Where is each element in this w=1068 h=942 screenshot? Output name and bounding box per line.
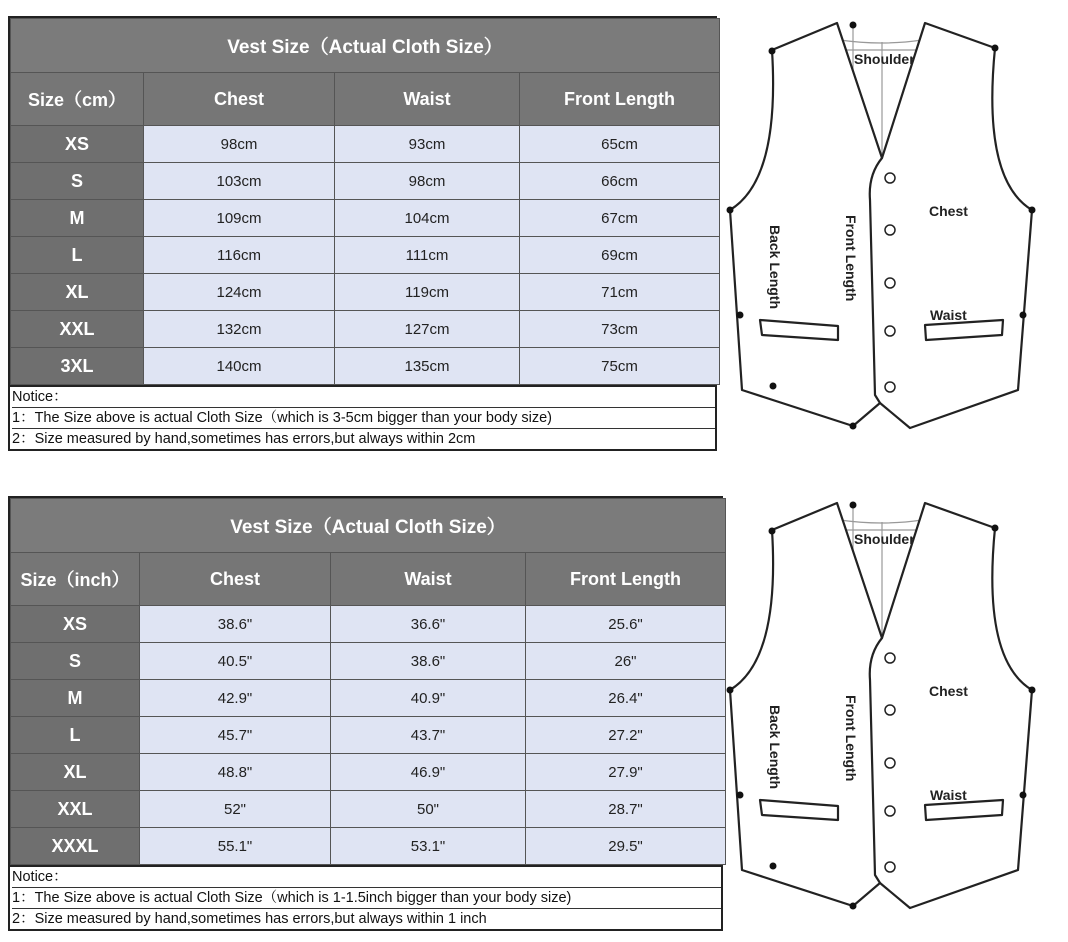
size-cell: M: [11, 200, 144, 237]
column-header: Front Length: [520, 73, 720, 126]
size-cell: XXL: [11, 791, 140, 828]
table-row: [11, 606, 726, 643]
size-cell: XL: [11, 274, 144, 311]
value-cell: 98cm: [144, 126, 335, 163]
value-cell: 36.6": [331, 606, 526, 643]
notice-line: 2：Size measured by hand,sometimes has errors,but always within 1 inch: [12, 908, 721, 929]
table-title: Vest Size（Actual Cloth Size）: [11, 499, 726, 553]
chest-label: Chest: [929, 683, 968, 699]
value-cell: 50": [331, 791, 526, 828]
notice-line: Notice：: [12, 389, 68, 405]
size-cell: XXXL: [11, 828, 140, 865]
back-length-label: Back Length: [767, 225, 783, 310]
table-row: [11, 717, 726, 754]
value-cell: 124cm: [144, 274, 335, 311]
vest-diagram-inch: [720, 490, 1060, 920]
column-header: Waist: [335, 73, 520, 126]
value-cell: 135cm: [335, 348, 520, 385]
value-cell: 116cm: [144, 237, 335, 274]
value-cell: 40.9": [331, 680, 526, 717]
value-cell: 53.1": [331, 828, 526, 865]
table-row: [11, 643, 726, 680]
notice: [10, 385, 715, 449]
value-cell: 52": [140, 791, 331, 828]
notice-line: Notice：: [12, 869, 68, 885]
value-cell: 38.6": [331, 643, 526, 680]
value-cell: 46.9": [331, 754, 526, 791]
size-table-cm: [8, 16, 717, 451]
table-row: [11, 348, 720, 385]
value-cell: 38.6": [140, 606, 331, 643]
value-cell: 69cm: [520, 237, 720, 274]
value-cell: 127cm: [335, 311, 520, 348]
table-row: [11, 754, 726, 791]
size-table-inch: [8, 496, 723, 931]
size-cell: 3XL: [11, 348, 144, 385]
table-row: [11, 828, 726, 865]
value-cell: 119cm: [335, 274, 520, 311]
size-cell: S: [11, 163, 144, 200]
value-cell: 109cm: [144, 200, 335, 237]
size-cell: XS: [11, 126, 144, 163]
shoulder-label: Shoulder: [854, 531, 915, 547]
value-cell: 25.6": [526, 606, 726, 643]
table-row: [11, 237, 720, 274]
value-cell: 132cm: [144, 311, 335, 348]
size-cell: L: [11, 717, 140, 754]
value-cell: 43.7": [331, 717, 526, 754]
table-row: [11, 126, 720, 163]
value-cell: 26": [526, 643, 726, 680]
column-header: Size（cm）: [11, 73, 144, 126]
value-cell: 27.9": [526, 754, 726, 791]
table-row: [11, 274, 720, 311]
column-header: Chest: [144, 73, 335, 126]
chest-label: Chest: [929, 203, 968, 219]
table-row: [11, 163, 720, 200]
value-cell: 98cm: [335, 163, 520, 200]
size-cell: XXL: [11, 311, 144, 348]
notice-line: 1：The Size above is actual Cloth Size（which is 3-5cm bigger than your body size): [12, 407, 715, 428]
notice-line: 2：Size measured by hand,sometimes has errors,but always within 2cm: [12, 428, 715, 449]
size-cell: S: [11, 643, 140, 680]
value-cell: 73cm: [520, 311, 720, 348]
value-cell: 65cm: [520, 126, 720, 163]
value-cell: 75cm: [520, 348, 720, 385]
value-cell: 71cm: [520, 274, 720, 311]
value-cell: 29.5": [526, 828, 726, 865]
vest-diagram-cm: [720, 10, 1060, 440]
column-header: Chest: [140, 553, 331, 606]
value-cell: 40.5": [140, 643, 331, 680]
back-length-label: Back Length: [767, 705, 783, 790]
table-row: [11, 311, 720, 348]
value-cell: 28.7": [526, 791, 726, 828]
column-header: Front Length: [526, 553, 726, 606]
value-cell: 111cm: [335, 237, 520, 274]
notice-line: 1：The Size above is actual Cloth Size（which is 1-1.5inch bigger than your body size): [12, 887, 721, 908]
column-header: Size（inch）: [11, 553, 140, 606]
front-length-label: Front Length: [843, 695, 859, 782]
size-cell: XL: [11, 754, 140, 791]
value-cell: 42.9": [140, 680, 331, 717]
front-length-label: Front Length: [843, 215, 859, 302]
table-title: Vest Size（Actual Cloth Size）: [11, 19, 720, 73]
size-cell: XS: [11, 606, 140, 643]
size-cell: M: [11, 680, 140, 717]
table-row: [11, 680, 726, 717]
table-row: [11, 200, 720, 237]
value-cell: 140cm: [144, 348, 335, 385]
value-cell: 26.4": [526, 680, 726, 717]
value-cell: 27.2": [526, 717, 726, 754]
value-cell: 104cm: [335, 200, 520, 237]
value-cell: 93cm: [335, 126, 520, 163]
waist-label: Waist: [930, 307, 967, 323]
value-cell: 66cm: [520, 163, 720, 200]
shoulder-label: Shoulder: [854, 51, 915, 67]
column-header: Waist: [331, 553, 526, 606]
value-cell: 55.1": [140, 828, 331, 865]
size-cell: L: [11, 237, 144, 274]
waist-label: Waist: [930, 787, 967, 803]
value-cell: 103cm: [144, 163, 335, 200]
value-cell: 45.7": [140, 717, 331, 754]
notice: [10, 865, 721, 929]
value-cell: 48.8": [140, 754, 331, 791]
value-cell: 67cm: [520, 200, 720, 237]
table-row: [11, 791, 726, 828]
